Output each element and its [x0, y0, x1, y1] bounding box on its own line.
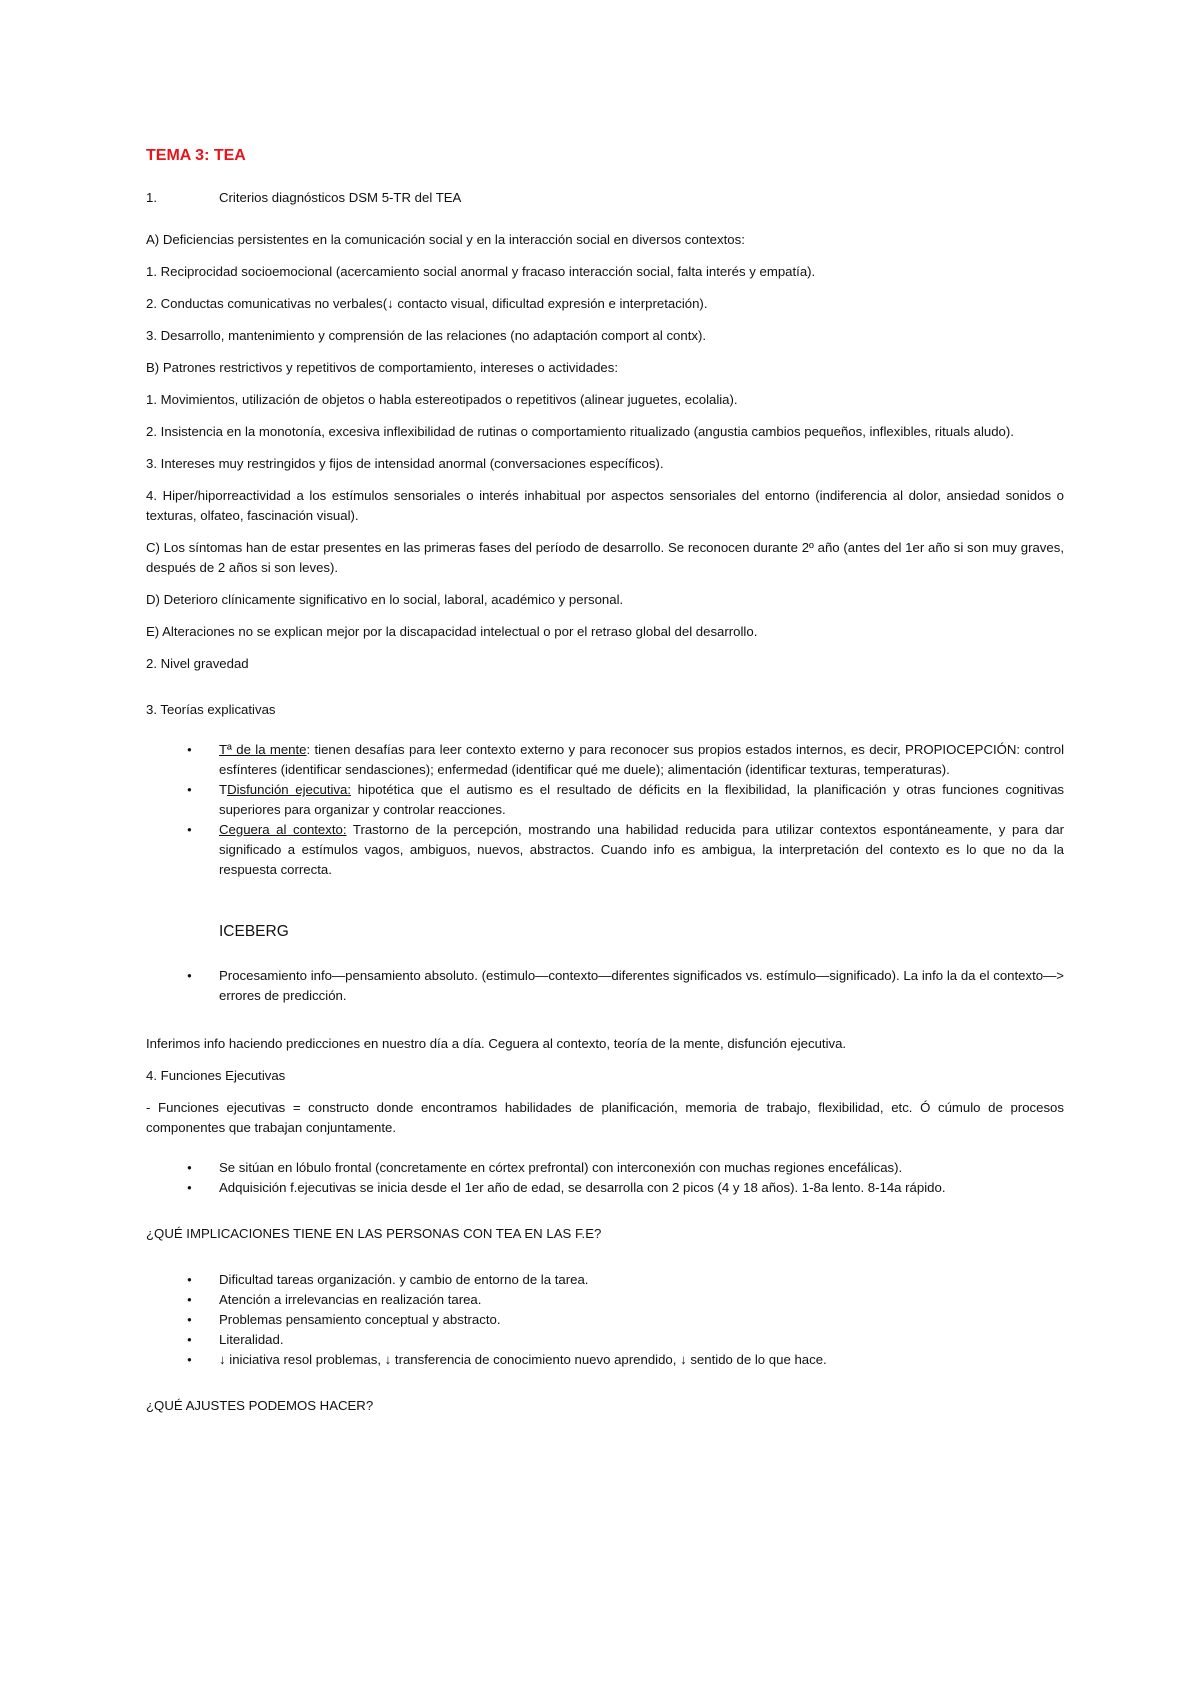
spacer	[146, 686, 1064, 700]
document-title: TEMA 3: TEA	[146, 147, 246, 164]
section-1-number: 1.	[146, 190, 157, 205]
theory-term: Ceguera al contexto:	[219, 822, 347, 837]
iceberg-item: ● Procesamiento info—pensamiento absoluto. (estimulo—contexto—diferentes significados vs. estímulo—significado). La info la da el contexto—> errores de predicción.	[146, 966, 1064, 1006]
theories-list	[146, 740, 1064, 880]
criterion-paragraph: D) Deterioro clínicamente significativo en lo social, laboral, académico y personal.	[146, 592, 624, 607]
criterion-paragraph: 4. Hiper/hiporreactividad a los estímulos sensoriales o interés inhabitual por aspectos sensoriales del entorno (indiferencia al dolor, ansiedad sonidos o texturas, olfateo, fascinación visual).	[146, 488, 1064, 523]
criterion-paragraph: 2. Conductas comunicativas no verbales(↓ contacto visual, dificultad expresión e interpretación).	[146, 296, 708, 311]
spacer	[146, 1006, 1064, 1034]
section-1-text: Criterios diagnósticos DSM 5-TR del TEA	[219, 190, 462, 205]
section-3-heading: 3. Teorías explicativas	[146, 702, 276, 717]
section-2-heading: 2. Nivel gravedad	[146, 656, 249, 671]
iceberg-list	[146, 966, 1064, 1006]
section-1-heading	[146, 188, 1064, 208]
theory-text: Trastorno de la percepción, mostrando una habilidad reducida para utilizar contextos espontáneamente, y para dar significado a estímulos vagos, ambiguos, nuevos, abstractos. Cuando info es ambigua, la interpretación del contexto es lo que no da la respuesta correcta.	[219, 822, 1064, 877]
fe-definition: - Funciones ejecutivas = constructo donde encontramos habilidades de planificación, memoria de trabajo, flexibilidad, etc. Ó cúmulo de procesos componentes que trabajan conjuntamente.	[146, 1100, 1064, 1135]
theory-item	[146, 740, 1064, 780]
section-4-heading: 4. Funciones Ejecutivas	[146, 1068, 286, 1083]
theory-prefix: T	[219, 782, 228, 797]
implication-item: ● Dificultad tareas organización. y cambio de entorno de la tarea.	[146, 1270, 1064, 1290]
fe-list	[146, 1158, 1064, 1198]
implication-item: ● Literalidad.	[146, 1330, 1064, 1350]
criterion-paragraph: A) Deficiencias persistentes en la comunicación social y en la interacción social en diversos contextos:	[146, 232, 745, 247]
implications-list	[146, 1270, 1064, 1370]
fe-item: ● Adquisición f.ejecutivas se inicia desde el 1er año de edad, se desarrolla con 2 picos (4 y 18 años). 1-8a lento. 8-14a rápido.	[146, 1178, 1064, 1198]
criterion-paragraph: 3. Intereses muy restringidos y fijos de intensidad anormal (conversaciones específicos).	[146, 456, 664, 471]
implication-item: ● Problemas pensamiento conceptual y abstracto.	[146, 1310, 1064, 1330]
criterion-paragraph: 2. Insistencia en la monotonía, excesiva inflexibilidad de rutinas o comportamiento ritualizado (angustia cambios pequeños, inflexibles, rituals aludo).	[146, 424, 1014, 439]
criterion-paragraph: 1. Reciprocidad socioemocional (acercamiento social anormal y fracaso interacción social, falta interés y empatía).	[146, 264, 816, 279]
theory-term: Disfunción ejecutiva:	[227, 782, 352, 797]
implication-item: ● ↓ iniciativa resol problemas, ↓ transferencia de conocimiento nuevo aprendido, ↓ sentido de lo que hace.	[146, 1350, 1064, 1370]
theory-term: Tª de la mente	[219, 742, 307, 757]
theory-text: : tienen desafías para leer contexto externo y para reconocer sus propios estados internos, es decir, PROPIOCEPCIÓN: control esfínteres (identificar sendasciones); enfermedad (identificar qué me duele); alimentación (identificar texturas, temperaturas).	[219, 742, 1065, 777]
implications-heading: ¿QUÉ IMPLICACIONES TIENE EN LAS PERSONAS CON TEA EN LAS F.E?	[146, 1226, 602, 1241]
criterion-paragraph: 3. Desarrollo, mantenimiento y comprensión de las relaciones (no adaptación comport al contx).	[146, 328, 707, 343]
criterion-paragraph: B) Patrones restrictivos y repetitivos de comportamiento, intereses o actividades:	[146, 360, 619, 375]
document-page	[146, 140, 1064, 1442]
criterion-paragraph: E) Alteraciones no se explican mejor por la discapacidad intelectual o por el retraso global del desarrollo.	[146, 624, 758, 639]
implication-item: ● Atención a irrelevancias en realización tarea.	[146, 1290, 1064, 1310]
criterion-paragraph: 1. Movimientos, utilización de objetos o habla estereotipados o repetitivos (alinear juguetes, ecolalia).	[146, 392, 738, 407]
inference-paragraph: Inferimos info haciendo predicciones en nuestro día a día. Ceguera al contexto, teoría de la mente, disfunción ejecutiva.	[146, 1036, 847, 1051]
criterion-paragraph: C) Los síntomas han de estar presentes en las primeras fases del período de desarrollo. Se reconocen durante 2º año (antes del 1er año si son muy graves, después de 2 años si son leves).	[146, 540, 1064, 575]
theory-item	[146, 820, 1064, 880]
theory-item	[146, 780, 1064, 820]
fe-item: ● Se sitúan en lóbulo frontal (concretamente en córtex prefrontal) con interconexión con muchas regiones encefálicas).	[146, 1158, 1064, 1178]
iceberg-heading: ICEBERG	[219, 923, 289, 940]
theory-text: hipotética que el autismo es el resultado de déficits en la flexibilidad, la planificación y otras funciones cognitivas superiores para organizar y controlar reacciones.	[219, 782, 1064, 817]
adjustments-heading: ¿QUÉ AJUSTES PODEMOS HACER?	[146, 1398, 374, 1413]
